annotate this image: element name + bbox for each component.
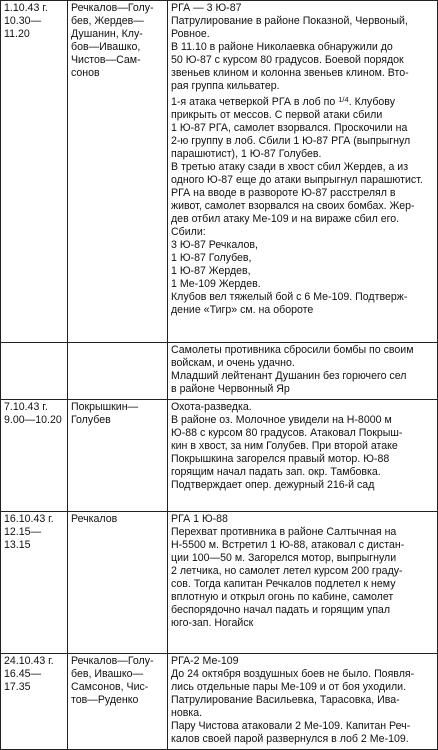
- crew-line: Самсонов, Чис-: [71, 681, 149, 693]
- report-line: Покрышкина загорелся правый мотор. Ю-88: [171, 453, 390, 465]
- report-line: рая группа кильватер.: [171, 80, 280, 92]
- date-line: 17.35: [4, 681, 31, 693]
- crew-line: Речкалов—Голу-: [71, 655, 154, 667]
- date-line: 13.15: [4, 539, 31, 551]
- report-line: 1 Ю-87 Жердев,: [171, 265, 251, 277]
- report-line: Пару Чистова атаковали 2 Ме-109. Капитан Реч-: [171, 720, 411, 732]
- report-line: юго-зап. Ногайск: [171, 617, 254, 629]
- report-line: парашютист), 1 Ю-87 Голубев.: [171, 148, 322, 160]
- date-cell: [1, 400, 68, 512]
- crew-line: сонов: [71, 67, 100, 79]
- date-line: 16.10.43 г.: [4, 513, 54, 525]
- report-line: 1 Ю-87 Голубев,: [171, 252, 252, 264]
- report-line: Охота-разведка.: [171, 401, 252, 413]
- log-row: [1, 512, 438, 654]
- crew-line: Голубев: [71, 414, 111, 426]
- report-line: прикрыть от мессов. С первой атаки сбили: [171, 109, 383, 121]
- crew-line: Душанин, Клу-: [71, 28, 143, 40]
- crew-line: Покрышкин—: [71, 401, 139, 413]
- report-line: Сбили:: [171, 226, 206, 238]
- report-line: калов своей парой развернулся в лоб 2 Ме-109.: [171, 733, 409, 745]
- crew-line: бев, Ивашко—: [71, 668, 144, 680]
- report-line: дение «Тигр» см. на обороте: [171, 304, 314, 316]
- crew-line: Речкалов—Голу-: [71, 2, 154, 14]
- date-cell: [1, 1, 68, 343]
- crew-cell: [68, 1, 168, 343]
- report-line: звеньев клином и колонна звеньев клином. Вто-: [171, 67, 409, 79]
- date-cell: [1, 512, 68, 654]
- report-cell: [168, 400, 438, 512]
- report-line: Самолеты противника сбросили бомбы по своим: [171, 344, 414, 356]
- report-line: 2-ю группу в лоб. Сбили 1 Ю-87 РГА (выпрыгнул: [171, 135, 411, 147]
- report-line: 1 Ю-87 РГА, самолет взорвался. Проскочили на: [171, 122, 408, 134]
- report-line: Ровное.: [171, 28, 210, 40]
- report-line: кин в хвост, за ним Голубев. При второй атаке: [171, 440, 398, 452]
- report-line: Патрулирование Васильевка, Тарасовка, Ива-: [171, 694, 400, 706]
- report-line: В районе оз. Молочное увидели на Н-8000 м: [171, 414, 392, 426]
- crew-cell: [68, 512, 168, 654]
- report-line: До 24 октября воздушных боев не было. Появля-: [171, 668, 415, 680]
- report-line: Ю-88 с курсом 80 градусов. Атаковал Покрыш-: [171, 427, 403, 439]
- report-line: 2 летчика, но самолет летел курсом 200 граду-: [171, 565, 403, 577]
- report-line: одного Ю-87 еще до атаки выпрыгнул парашютист.: [171, 174, 423, 186]
- report-line: лись отдельные пары Ме-109 и от боя уходили.: [171, 681, 407, 693]
- report-line: В третью атаку сзади в хвост сбил Жердев, а из: [171, 161, 409, 173]
- crew-line: Речкалов: [71, 513, 118, 525]
- date-line: 11.20: [4, 28, 30, 40]
- report-line: ции 100—50 м. Загорелся мотор, выпрыгнули: [171, 552, 397, 564]
- crew-line: бов—Ивашко,: [71, 41, 141, 53]
- crew-cell: [68, 654, 168, 750]
- crew-cell: [68, 343, 168, 400]
- log-row: [1, 343, 438, 400]
- report-line: беспорядочно начал падать и горящим упал: [171, 604, 391, 616]
- report-line: живот, самолет взорвался на своих бомбах. Жер-: [171, 200, 415, 212]
- report-cell: [168, 343, 438, 400]
- report-line: Младший лейтенант Душанин без горючего сел: [171, 370, 407, 382]
- crew-cell: [68, 400, 168, 512]
- report-line: вплотную и открыл огонь по кабине, самолет: [171, 591, 394, 603]
- report-line: В 11.10 в районе Николаевка обнаружили до: [171, 41, 393, 53]
- log-row: [1, 654, 438, 750]
- date-line: 12.15—: [4, 526, 42, 538]
- report-line: в районе Червонный Яр: [171, 383, 290, 395]
- crew-line: бев, Жердев—: [71, 15, 144, 27]
- crew-line: тов—Руденко: [71, 694, 139, 706]
- report-line: горящим начал падать зап. окр. Тамбовка.: [171, 466, 381, 478]
- combat-log-body: [1, 1, 438, 750]
- report-line: 3 Ю-87 Речкалов,: [171, 239, 258, 251]
- report-line: новка.: [171, 707, 203, 719]
- crew-line: Чистов—Сам-: [71, 54, 141, 66]
- report-cell: [168, 654, 438, 750]
- log-row: [1, 400, 438, 512]
- report-line: дев отбил атаку Ме-109 и на вираже сбил его.: [171, 213, 400, 225]
- report-cell: [168, 512, 438, 654]
- report-line: войскам, и очень удачно.: [171, 357, 295, 369]
- log-row: [1, 1, 438, 343]
- report-line: Клубов вел тяжелый бой с 6 Ме-109. Подтверж-: [171, 291, 408, 303]
- date-line: 7.10.43 г.: [4, 401, 48, 413]
- report-line: РГА на вводе в развороте Ю-87 расстрелял в: [171, 187, 396, 199]
- report-line: РГА-2 Ме-109: [171, 655, 239, 667]
- report-cell: [168, 1, 438, 343]
- fraction-quarter: 1/4: [338, 95, 349, 104]
- report-line: 1-я атака четверкой РГА в лоб по $^{1/4}$. Клубову: [171, 95, 395, 108]
- report-line: Подтверждает опер. дежурный 216-й сад: [171, 479, 375, 491]
- date-line: 16.45—: [4, 668, 42, 680]
- date-cell: [1, 654, 68, 750]
- report-line: сов. Тогда капитан Речкалов подлетел к нему: [171, 578, 396, 590]
- report-line: Перехват противника в районе Салтычная на: [171, 526, 397, 538]
- date-line: 1.10.43 г.: [4, 2, 48, 14]
- date-line: 10.30—: [4, 15, 42, 27]
- report-line: 1 Ме-109 Жердев.: [171, 278, 261, 290]
- report-line: 50 Ю-87 с курсом 80 градусов. Боевой порядок: [171, 54, 404, 66]
- report-line: Патрулирование в районе Показной, Червоный,: [171, 15, 408, 27]
- date-line: 24.10.43 г.: [4, 655, 54, 667]
- report-line: РГА — 3 Ю-87: [171, 2, 242, 14]
- report-line: РГА 1 Ю-88: [171, 513, 228, 525]
- report-line: Н-5500 м. Встретил 1 Ю-88, атаковал с дистан-: [171, 539, 405, 551]
- date-line: 9.00—10.20: [4, 414, 62, 426]
- date-cell: [1, 343, 68, 400]
